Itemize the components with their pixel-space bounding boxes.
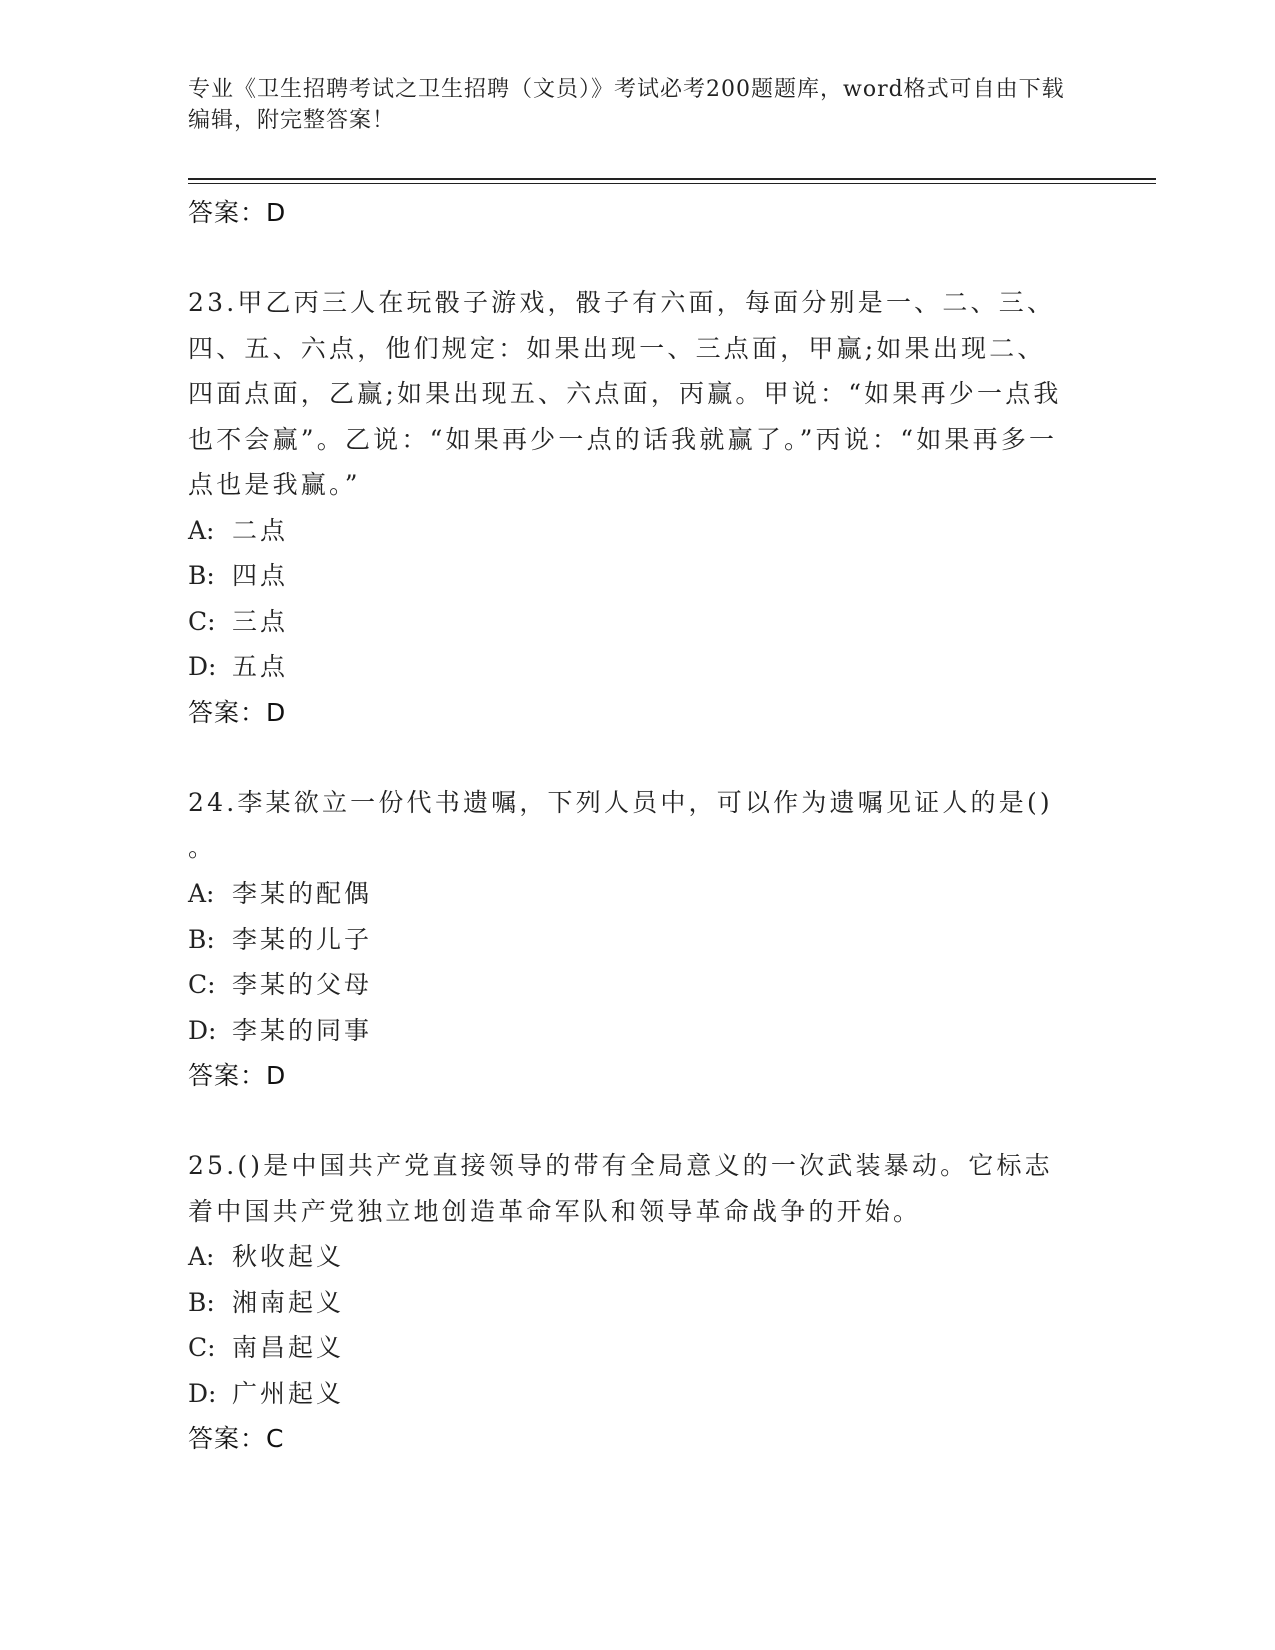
option-letter: C: (188, 606, 216, 636)
option-letter: C: (188, 1333, 216, 1362)
option-d (188, 1371, 1088, 1417)
option-letter: D: (188, 1378, 217, 1408)
header-divider-thin (188, 183, 1156, 184)
option-text: 二点 (232, 515, 289, 545)
option-letter: C: (188, 970, 216, 999)
option-letter: D: (188, 1015, 217, 1045)
option-letter: B: (188, 1287, 215, 1317)
option-c (188, 1325, 1088, 1371)
question-23 (188, 280, 1088, 736)
option-a (188, 508, 1088, 554)
option-text: 南昌起义 (232, 1333, 345, 1362)
option-c (188, 962, 1088, 1008)
header-divider-thick (188, 178, 1156, 180)
question-stem: 25.()是中国共产党直接领导的带有全局意义的一次武装暴动。它标志着中国共产党独立地创造革命军队和领导革命战争的开始。 (188, 1151, 1053, 1226)
option-text: 李某的儿子 (232, 924, 373, 954)
option-a (188, 1234, 1088, 1280)
option-text: 广州起义 (232, 1378, 345, 1408)
option-b (188, 553, 1088, 599)
option-text: 湘南起义 (232, 1287, 345, 1317)
option-b (188, 917, 1088, 963)
answer-line: 答案：D (188, 198, 287, 227)
option-letter: A: (188, 1242, 215, 1271)
question-stem: 24.李某欲立一份代书遗嘱，下列人员中，可以作为遗嘱见证人的是() (188, 787, 1053, 817)
answer-line: 答案：C (188, 1424, 285, 1453)
option-letter: B: (188, 924, 215, 954)
document-body (188, 190, 1088, 1462)
option-text: 李某的父母 (232, 970, 373, 999)
option-d (188, 644, 1088, 690)
document-header: 专业《卫生招聘考试之卫生招聘（文员）》考试必考200题题库，word格式可自由下载编辑，附完整答案！ (188, 77, 1065, 133)
option-letter: D: (188, 652, 217, 681)
option-text: 秋收起义 (232, 1242, 345, 1271)
question-25 (188, 1143, 1088, 1462)
option-text: 李某的配偶 (232, 879, 373, 908)
option-d (188, 1008, 1088, 1054)
question-stem-tail: 。 (188, 833, 214, 862)
option-letter: A: (188, 879, 215, 908)
question-24 (188, 780, 1088, 1100)
option-text: 四点 (232, 561, 289, 590)
answer-line: 答案：D (188, 1061, 287, 1090)
option-text: 李某的同事 (232, 1015, 373, 1045)
option-b (188, 1280, 1088, 1326)
option-letter: B: (188, 561, 215, 590)
question-stem: 23.甲乙丙三人在玩骰子游戏，骰子有六面，每面分别是一、二、三、四、五、六点，他们规定：如果出现一、三点面，甲赢;如果出现二、四面点面，乙赢;如果出现五、六点面，丙赢。甲说：“如果再少一点我也不会赢”。乙说：“如果再少一点的话我就赢了。”丙说：“如果再多一点也是我赢。” (188, 288, 1062, 499)
option-c (188, 599, 1088, 645)
option-letter: A: (188, 515, 215, 545)
option-text: 三点 (232, 606, 289, 636)
option-a (188, 871, 1088, 917)
answer-line: 答案：D (188, 697, 287, 727)
option-text: 五点 (232, 652, 289, 681)
